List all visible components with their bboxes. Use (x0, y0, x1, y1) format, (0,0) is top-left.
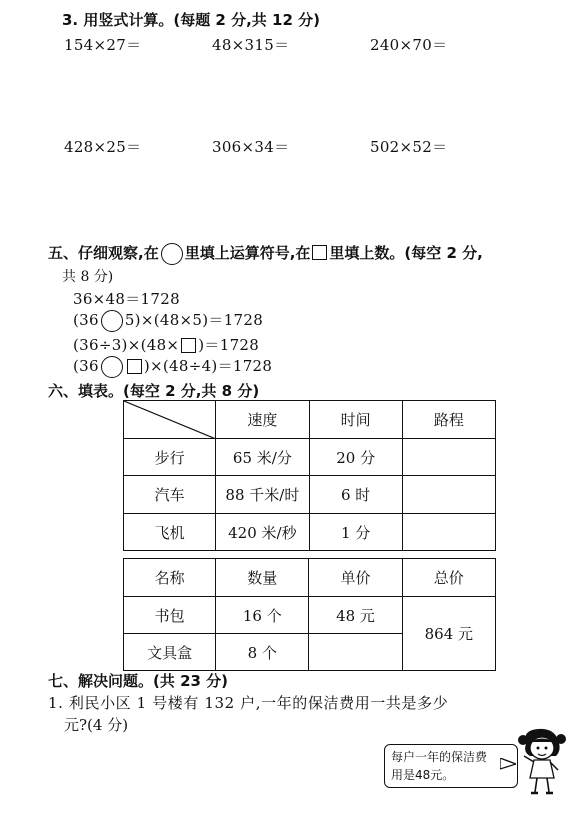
equation-1: 36×48＝1728 (73, 290, 180, 308)
table-header: 名称 (124, 559, 216, 597)
operator-blank-circle[interactable] (101, 356, 123, 378)
table-cell: 飞机 (124, 514, 216, 551)
section7-title: 七、解决问题。(共 23 分) (48, 672, 229, 690)
equation-2 (73, 309, 263, 332)
section6-title: 六、填表。(每空 2 分,共 8 分) (48, 382, 260, 400)
answer-blank-cell[interactable] (402, 439, 495, 476)
operator-blank-circle[interactable] (101, 310, 123, 332)
table-cell: 88 千米/时 (216, 476, 309, 514)
calc-item: 502×52＝ (370, 138, 448, 156)
total-price-cell: 864 元 (402, 597, 495, 671)
answer-blank-cell[interactable] (309, 634, 402, 671)
number-blank-box[interactable] (181, 338, 196, 353)
bubble-tail (500, 758, 516, 770)
title-text: 里填上数。(每空 2 分, (329, 244, 483, 262)
eq-text: (36÷3)×(48× (73, 336, 180, 354)
table-header: 路程 (402, 401, 495, 439)
eq-text: )×(48÷4)＝1728 (143, 357, 273, 375)
bubble-text: 每户一年的保洁费 (391, 750, 488, 764)
eq-text: )＝1728 (198, 336, 260, 354)
table-row (124, 439, 496, 476)
table-row (124, 476, 496, 514)
table-header: 单价 (309, 559, 402, 597)
diagonal-header-cell (124, 401, 216, 439)
title-text: 里填上运算符号,在 (184, 244, 311, 262)
section3-title: 3. 用竖式计算。(每题 2 分,共 12 分) (62, 11, 320, 29)
section5-title (48, 242, 483, 265)
calc-item: 154×27＝ (64, 36, 142, 54)
answer-blank-cell[interactable] (402, 476, 495, 514)
diagonal-line (124, 401, 216, 439)
circle-blank-icon (161, 243, 183, 265)
table-cell: 48 元 (309, 597, 402, 634)
eq-text: (36 (73, 311, 99, 329)
eq-text: (36 (73, 357, 99, 375)
question-1-text: 1. 利民小区 1 号楼有 132 户,一年的保洁费用一共是多少 (48, 694, 449, 712)
calc-item: 306×34＝ (212, 138, 290, 156)
table-cell: 1 分 (309, 514, 402, 551)
title-text: 五、仔细观察,在 (48, 244, 159, 262)
table-row (124, 597, 496, 634)
table-cell: 文具盒 (124, 634, 216, 671)
table-cell: 65 米/分 (216, 439, 309, 476)
calc-item: 428×25＝ (64, 138, 142, 156)
table-cell: 20 分 (309, 439, 402, 476)
speech-bubble (384, 744, 518, 788)
table-header: 总价 (402, 559, 495, 597)
equation-3 (73, 334, 259, 355)
table-cell: 8 个 (216, 634, 309, 671)
number-blank-box[interactable] (127, 359, 142, 374)
eq-text: 5)×(48×5)＝1728 (124, 311, 264, 329)
table-row (124, 514, 496, 551)
table-cell: 16 个 (216, 597, 309, 634)
section5-title-line2: 共 8 分) (62, 269, 114, 285)
price-table (123, 558, 496, 671)
table-cell: 步行 (124, 439, 216, 476)
answer-blank-cell[interactable] (402, 514, 495, 551)
calc-item: 48×315＝ (212, 36, 290, 54)
equation-4 (73, 355, 272, 378)
cartoon-girl-icon (518, 726, 568, 798)
table-header: 数量 (216, 559, 309, 597)
question-1-text-line2: 元?(4 分) (64, 716, 129, 734)
speed-table (123, 400, 496, 551)
bubble-text: 用是48元。 (391, 768, 455, 782)
calc-item: 240×70＝ (370, 36, 448, 54)
table-header: 速度 (216, 401, 309, 439)
square-blank-icon (312, 245, 327, 260)
table-header: 时间 (309, 401, 402, 439)
table-cell: 汽车 (124, 476, 216, 514)
table-cell: 书包 (124, 597, 216, 634)
table-cell: 420 米/秒 (216, 514, 309, 551)
table-cell: 6 时 (309, 476, 402, 514)
